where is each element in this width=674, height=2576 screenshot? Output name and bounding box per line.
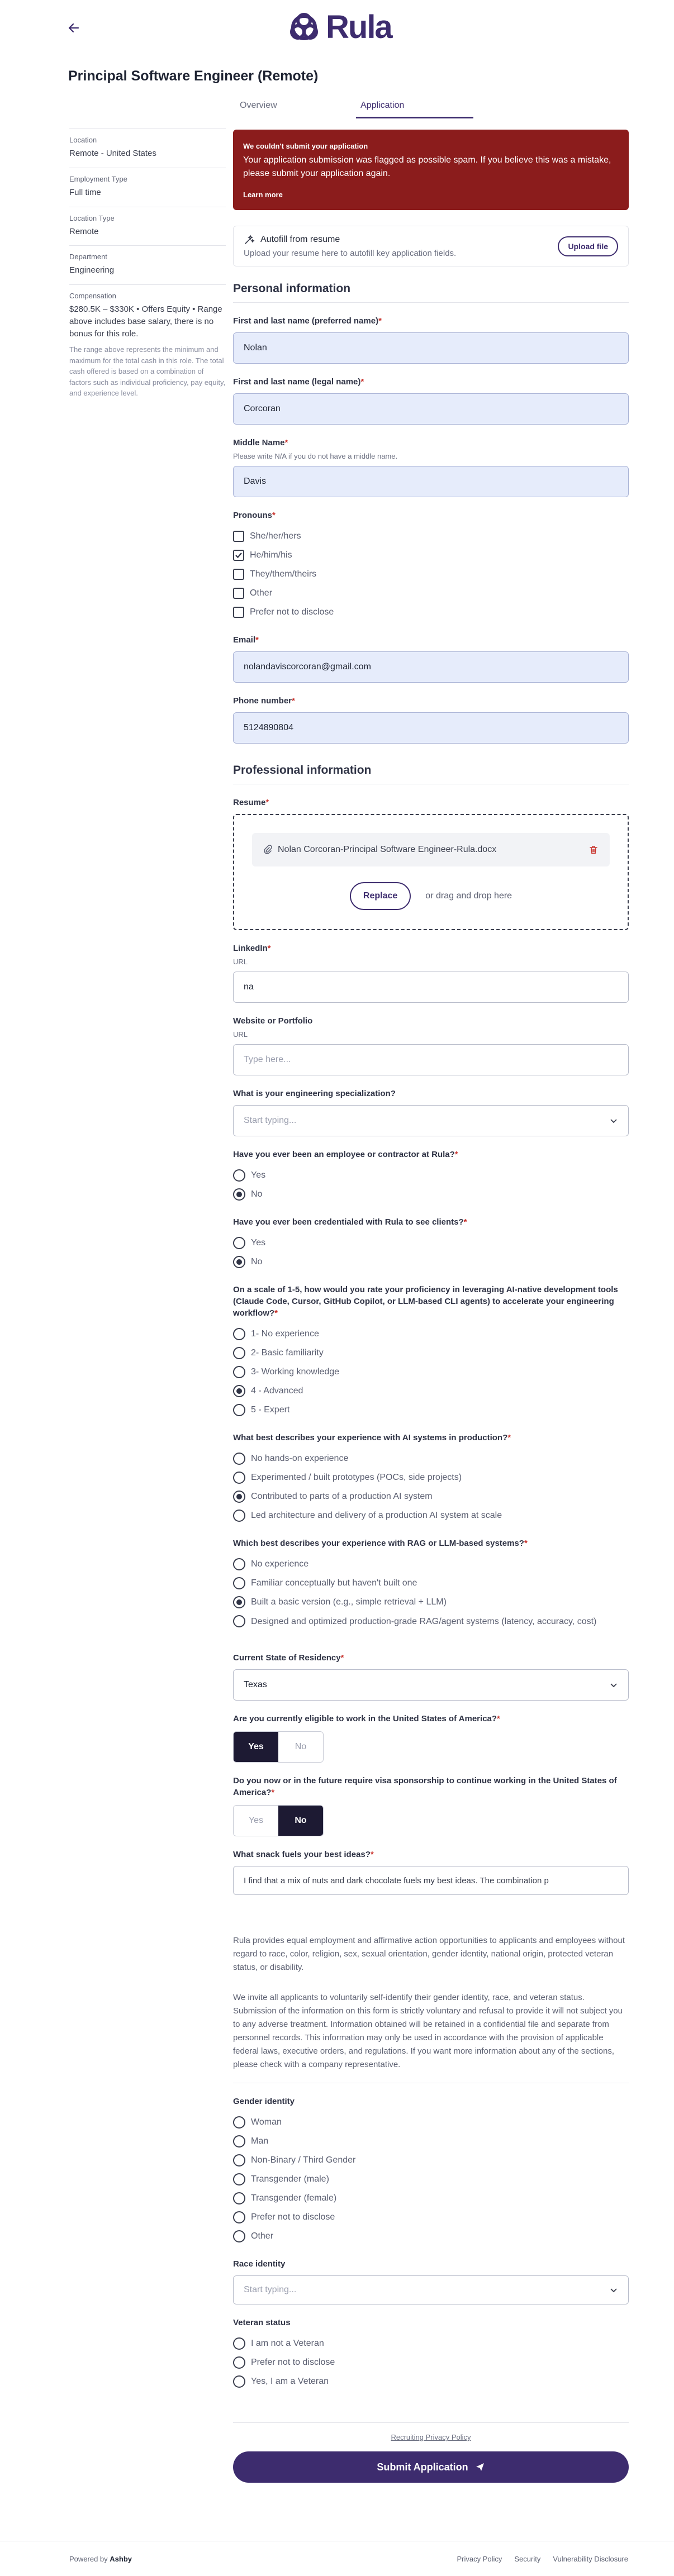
uploaded-file (252, 833, 610, 866)
field-label (233, 2258, 629, 2270)
field-label (233, 942, 629, 954)
field-middle-name (233, 437, 629, 497)
meta-value: Remote - United States (69, 149, 156, 158)
radio-group (233, 1555, 629, 1629)
option-label: Led architecture and delivery of a production AI system at scale (251, 1511, 502, 1520)
meta-value: $280.5K – $330K • Offers Equity • Range above includes base salary, there is no bonus for this role. (69, 304, 222, 339)
page-title: Principal Software Engineer (Remote) (68, 68, 319, 84)
meta-value: Remote (69, 226, 99, 236)
radio-option[interactable] (233, 1363, 629, 1382)
yes-no-toggle (233, 1805, 324, 1836)
powered-by-text: Powered by (69, 2555, 108, 2563)
label-text: What is your engineering specialization? (233, 1089, 396, 1098)
field-label (233, 1849, 629, 1860)
meta-value: Engineering (69, 265, 115, 275)
yes-button[interactable]: Yes (234, 1732, 278, 1762)
label-text: Have you ever been an employee or contractor at Rula? (233, 1150, 455, 1159)
chevron-down-icon (609, 2285, 618, 2294)
radio[interactable] (233, 1558, 245, 1570)
checkbox-option[interactable] (233, 527, 629, 546)
field-specialization (233, 1088, 629, 1136)
placeholder-text: Start typing... (244, 1116, 297, 1125)
field-label (233, 797, 629, 808)
option-label: Built a basic version (e.g., simple retrieval + LLM) (251, 1597, 447, 1607)
option-label: They/them/theirs (250, 569, 317, 579)
required-marker: * (360, 377, 364, 387)
field-label (233, 1088, 629, 1099)
field-hint: Please write N/A if you do not have a middle name. (233, 452, 398, 460)
radio-option[interactable] (233, 2170, 629, 2189)
radio-option[interactable] (233, 2151, 629, 2170)
required-marker: * (272, 511, 276, 520)
middle-name-input[interactable]: Davis (233, 466, 629, 497)
option-label: Man (251, 2136, 269, 2146)
label-text: Middle Name (233, 438, 285, 447)
learn-more-link[interactable]: Learn more (243, 191, 283, 199)
field-credentialed (233, 1216, 629, 1272)
label-text: Pronouns (233, 511, 272, 520)
label-text: Resume (233, 798, 266, 807)
label-text: Website or Portfolio (233, 1016, 313, 1026)
field-label (233, 437, 629, 449)
race-select[interactable] (233, 2275, 629, 2304)
radio[interactable] (233, 2154, 245, 2166)
meta-label: Compensation (69, 292, 116, 300)
footer-link-privacy[interactable]: Privacy Policy (457, 2555, 502, 2563)
pronouns-options (233, 527, 629, 622)
radio-group (233, 1449, 629, 1525)
radio-option[interactable] (233, 1401, 629, 1420)
self-id-statement: We invite all applicants to voluntarily self-identify their gender identity, race, and veteran status. Submission of the information on this form is strictly voluntary and refusal to provide it will not subject you to any adverse treatment. Information obtained will be retained in a confidential file and separate from personnel records. This information may only be used in accordance with the provision of applicable federal laws, executive orders, and regulations. If you want more information about any of the sections, please check with a company representative. (233, 1991, 629, 2083)
radio[interactable] (233, 2375, 245, 2388)
radio-selected[interactable] (233, 1188, 245, 1201)
required-marker: * (265, 798, 269, 807)
autofill-description: Upload your resume here to autofill key application fields. (244, 249, 457, 258)
field-preferred-name (233, 315, 629, 364)
state-select[interactable] (233, 1669, 629, 1701)
chevron-down-icon (609, 1116, 618, 1125)
trash-icon[interactable] (588, 845, 599, 855)
label-text: Are you currently eligible to work in the United States of America? (233, 1714, 497, 1723)
option-label: She/her/hers (250, 531, 301, 541)
option-label: 4 - Advanced (251, 1386, 303, 1396)
field-label (233, 1432, 629, 1444)
checkbox-option[interactable] (233, 584, 629, 603)
radio-option[interactable] (233, 2132, 629, 2151)
file-name-row (263, 845, 496, 855)
radio-group (233, 2334, 629, 2391)
radio-option[interactable] (233, 1449, 629, 1468)
tab-application[interactable]: Application (360, 101, 405, 110)
field-label (233, 1537, 629, 1549)
ashby-logo[interactable]: Ashby (110, 2555, 132, 2563)
checkbox-option[interactable] (233, 603, 629, 622)
replace-button[interactable]: Replace (350, 882, 411, 910)
preferred-name-input[interactable]: Nolan (233, 332, 629, 364)
field-phone (233, 695, 629, 744)
field-linkedin (233, 942, 629, 1003)
label-text: Do you now or in the future require visa sponsorship to continue working in the United States of America? (233, 1776, 617, 1797)
website-input[interactable] (233, 1044, 629, 1075)
meta-label: Location (69, 136, 97, 144)
checkbox[interactable] (233, 531, 244, 542)
radio-selected[interactable] (233, 1596, 245, 1608)
option-label: Yes (251, 1170, 266, 1180)
field-label (233, 1713, 629, 1725)
option-label: Prefer not to disclose (251, 2212, 335, 2222)
field-label (233, 1015, 629, 1027)
meta-department (69, 245, 226, 277)
error-title: We couldn't submit your application (243, 142, 368, 150)
option-label: No hands-on experience (251, 1454, 349, 1463)
checkbox[interactable] (233, 588, 244, 599)
file-name: Nolan Corcoran-Principal Software Engineer-Rula.docx (278, 845, 497, 854)
label-text: Veteran status (233, 2318, 291, 2327)
option-label: Experimented / built prototypes (POCs, side projects) (251, 1473, 462, 1482)
radio-option[interactable] (233, 2208, 629, 2227)
option-label: Other (250, 588, 273, 598)
field-label (233, 695, 629, 707)
radio-group (233, 1166, 629, 1204)
radio-option[interactable] (233, 1555, 629, 1574)
checkbox-checked[interactable] (233, 550, 244, 561)
radio[interactable] (233, 1615, 245, 1627)
page-footer (0, 2541, 674, 2576)
option-label: Familiar conceptually but haven't built one (251, 1578, 417, 1588)
required-marker: * (340, 1653, 344, 1663)
footer-link-security[interactable]: Security (514, 2555, 541, 2563)
rula-logo (287, 11, 392, 44)
required-marker: * (267, 944, 271, 953)
yes-button[interactable]: Yes (234, 1806, 278, 1836)
radio-selected[interactable] (233, 1385, 245, 1397)
label-text: What best describes your experience with AI systems in production? (233, 1433, 508, 1442)
radio-option[interactable] (233, 2353, 629, 2372)
submit-application-button[interactable] (233, 2451, 629, 2483)
label-text: Email (233, 635, 256, 645)
eeo-statement: Rula provides equal employment and affirmative action opportunities to applicants and employees without regard to race, color, religion, sex, sexual orientation, gender identity, national origin, protected veteran status, or disability. (233, 1936, 625, 1972)
radio-option[interactable] (233, 2227, 629, 2246)
field-visa-sponsorship (233, 1775, 629, 1836)
resume-dropzone[interactable] (233, 814, 629, 930)
radio-option[interactable] (233, 1166, 629, 1185)
required-marker: * (507, 1433, 511, 1442)
paperclip-icon (263, 845, 272, 855)
required-marker: * (271, 1788, 275, 1797)
field-rula-employee (233, 1149, 629, 1204)
autofill-card (233, 226, 629, 266)
option-label: Other (251, 2231, 274, 2241)
radio-option[interactable] (233, 2372, 629, 2391)
option-label: 5 - Expert (251, 1405, 290, 1415)
legal-name-input[interactable]: Corcoran (233, 393, 629, 425)
field-veteran-status (233, 2317, 629, 2391)
radio[interactable] (233, 1169, 245, 1182)
radio[interactable] (233, 1472, 245, 1484)
radio[interactable] (233, 1366, 245, 1378)
powered-by (69, 2555, 132, 2563)
radio-selected[interactable] (233, 1256, 245, 1268)
checkbox[interactable] (233, 569, 244, 580)
radio-option[interactable] (233, 1253, 629, 1272)
field-label (233, 1284, 629, 1319)
snack-input[interactable]: I find that a mix of nuts and dark chocolate fuels my best ideas. The combination p (233, 1866, 629, 1895)
option-label: Transgender (male) (251, 2174, 329, 2184)
error-banner (233, 130, 629, 210)
sparkle-wand-icon (244, 234, 255, 245)
option-label: Prefer not to disclose (251, 2358, 335, 2367)
meta-label: Location Type (69, 213, 115, 222)
no-button[interactable]: No (278, 1806, 323, 1836)
required-marker: * (284, 438, 288, 447)
drag-drop-text: or drag and drop here (425, 891, 512, 901)
option-label: Transgender (female) (251, 2193, 337, 2203)
personal-info-heading: Personal information (233, 282, 629, 303)
label-text: On a scale of 1-5, how would you rate your proficiency in leveraging AI-native development tools (Claude Code, Cursor, GitHub Copilot, or LLM-based CLI agents) to accelerate your engineering workflow? (233, 1285, 618, 1318)
meta-location (69, 128, 226, 160)
dropzone-actions (252, 882, 610, 910)
radio-option[interactable] (233, 1234, 629, 1253)
field-label (233, 2317, 629, 2329)
label-text: Race identity (233, 2259, 286, 2269)
required-marker: * (497, 1714, 500, 1723)
option-label: No (251, 1189, 263, 1199)
required-marker: * (524, 1539, 528, 1548)
field-label (233, 1775, 629, 1798)
radio-option[interactable] (233, 1185, 629, 1204)
tab-bar (238, 97, 472, 120)
label-text: Current State of Residency (233, 1653, 341, 1663)
option-label: I am not a Veteran (251, 2339, 324, 2348)
field-race-identity (233, 2258, 629, 2304)
field-rag-experience (233, 1537, 629, 1629)
field-snack (233, 1849, 629, 1895)
field-email (233, 634, 629, 683)
submit-label: Submit Application (377, 2461, 468, 2473)
selected-value: Texas (244, 1680, 267, 1689)
radio[interactable] (233, 2116, 245, 2129)
required-marker: * (454, 1150, 458, 1159)
radio-option[interactable] (233, 2113, 629, 2132)
required-marker: * (274, 1308, 278, 1318)
option-label: Contributed to parts of a production AI system (251, 1492, 433, 1501)
upload-file-button[interactable]: Upload file (558, 236, 618, 256)
field-label (233, 634, 629, 646)
radio[interactable] (233, 1328, 245, 1340)
radio[interactable] (233, 2337, 245, 2350)
required-marker: * (255, 635, 259, 645)
yes-no-toggle (233, 1731, 324, 1763)
label-text: What snack fuels your best ideas? (233, 1850, 371, 1859)
radio-option[interactable] (233, 1574, 629, 1593)
rula-logo-mark-icon (287, 13, 321, 42)
back-arrow-icon[interactable] (67, 21, 80, 35)
option-label: Yes, I am a Veteran (251, 2377, 329, 2386)
radio[interactable] (233, 2135, 245, 2148)
radio-option[interactable] (233, 1506, 629, 1525)
meta-location-type (69, 207, 226, 238)
label-text: Gender identity (233, 2097, 295, 2106)
meta-compensation (69, 284, 226, 399)
field-ai-proficiency (233, 1284, 629, 1420)
field-website (233, 1015, 629, 1075)
compensation-note: The range above represents the minimum and maximum for the total cash in this role. The total cash offered is based on a combination of factors such as individual proficiency, pay equity, and experience level. (69, 345, 226, 398)
option-label: Yes (251, 1238, 266, 1247)
radio[interactable] (233, 1237, 245, 1249)
meta-value: Full time (69, 187, 101, 197)
meta-label: Employment Type (69, 174, 127, 183)
label-text: First and last name (preferred name) (233, 316, 379, 326)
option-label: Woman (251, 2117, 282, 2127)
radio-group (233, 1234, 629, 1272)
error-message: Your application submission was flagged as possible spam. If you believe this was a mistake, please submit your application again. (243, 155, 611, 178)
option-label: No (251, 1257, 263, 1266)
field-label (233, 2096, 629, 2107)
field-ai-production (233, 1432, 629, 1525)
rula-logo-text: Rula (326, 9, 392, 45)
footer-links (457, 2555, 628, 2563)
meta-label: Department (69, 253, 107, 261)
job-details-sidebar (69, 128, 226, 407)
field-pronouns (233, 510, 629, 622)
required-marker: * (292, 696, 295, 706)
no-button[interactable]: No (278, 1732, 323, 1762)
field-hint: URL (233, 958, 248, 966)
radio[interactable] (233, 1510, 245, 1522)
radio[interactable] (233, 2356, 245, 2369)
field-label (233, 376, 629, 388)
option-label: 1- No experience (251, 1329, 319, 1339)
privacy-policy-link[interactable]: Recruiting Privacy Policy (233, 2422, 629, 2441)
radio-selected[interactable] (233, 1491, 245, 1503)
label-text: Have you ever been credentialed with Rula to see clients? (233, 1217, 464, 1227)
chevron-down-icon (609, 1680, 618, 1689)
footer-link-vulnerability[interactable]: Vulnerability Disclosure (553, 2555, 628, 2563)
autofill-title: Autofill from resume (260, 235, 340, 244)
radio[interactable] (233, 1404, 245, 1416)
radio[interactable] (233, 1347, 245, 1359)
radio[interactable] (233, 2173, 245, 2185)
label-text: First and last name (legal name) (233, 377, 361, 387)
radio-option[interactable] (233, 1344, 629, 1363)
checkbox-option[interactable] (233, 565, 629, 584)
specialization-select[interactable] (233, 1105, 629, 1136)
field-label (233, 1149, 629, 1160)
radio-option[interactable] (233, 1325, 629, 1344)
field-label (233, 1652, 629, 1664)
radio[interactable] (233, 2211, 245, 2223)
professional-info-heading: Professional information (233, 764, 629, 784)
radio[interactable] (233, 1577, 245, 1589)
radio-option[interactable] (233, 1612, 629, 1629)
radio-option[interactable] (233, 1593, 629, 1612)
radio[interactable] (233, 2230, 245, 2242)
autofill-title-row (244, 234, 456, 245)
check-icon (235, 551, 243, 559)
field-label (233, 315, 629, 327)
email-input[interactable]: nolandaviscorcoran@gmail.com (233, 651, 629, 683)
radio-option[interactable] (233, 1487, 629, 1506)
radio-group (233, 1325, 629, 1420)
field-label (233, 1216, 629, 1228)
tab-overview[interactable]: Overview (240, 101, 277, 110)
radio-option[interactable] (233, 2189, 629, 2208)
send-icon (475, 2462, 485, 2472)
option-label: 2- Basic familiarity (251, 1348, 324, 1358)
radio-group (233, 2113, 629, 2246)
label-text: LinkedIn (233, 944, 268, 953)
option-label: Designed and optimized production-grade RAG/agent systems (latency, accuracy, cost) (251, 1617, 597, 1626)
radio-option[interactable] (233, 2334, 629, 2353)
field-state (233, 1652, 629, 1701)
required-marker: * (463, 1217, 467, 1227)
option-label: No experience (251, 1559, 309, 1569)
option-label: He/him/his (250, 550, 292, 560)
field-resume (233, 797, 629, 930)
option-label: Prefer not to disclose (250, 607, 334, 617)
field-label (233, 510, 629, 521)
field-legal-name (233, 376, 629, 425)
checkbox[interactable] (233, 607, 244, 618)
required-marker: * (378, 316, 382, 326)
radio-option[interactable] (233, 1382, 629, 1401)
field-gender-identity (233, 2096, 629, 2246)
required-marker: * (370, 1850, 374, 1859)
field-hint: URL (233, 1030, 248, 1039)
placeholder-text: Type here... (244, 1055, 291, 1064)
option-label: 3- Working knowledge (251, 1367, 340, 1377)
radio[interactable] (233, 1453, 245, 1465)
application-form (233, 130, 629, 2483)
label-text: Which best describes your experience with RAG or LLM-based systems? (233, 1539, 524, 1548)
checkbox-option[interactable] (233, 546, 629, 565)
radio[interactable] (233, 2192, 245, 2204)
radio-option[interactable] (233, 1468, 629, 1487)
label-text: Phone number (233, 696, 292, 706)
linkedin-input[interactable]: na (233, 972, 629, 1003)
active-tab-indicator (356, 117, 473, 118)
meta-employment-type (69, 168, 226, 199)
option-label: Non-Binary / Third Gender (251, 2155, 356, 2165)
phone-input[interactable]: 5124890804 (233, 712, 629, 744)
field-work-eligibility (233, 1713, 629, 1763)
placeholder-text: Start typing... (244, 2285, 297, 2294)
